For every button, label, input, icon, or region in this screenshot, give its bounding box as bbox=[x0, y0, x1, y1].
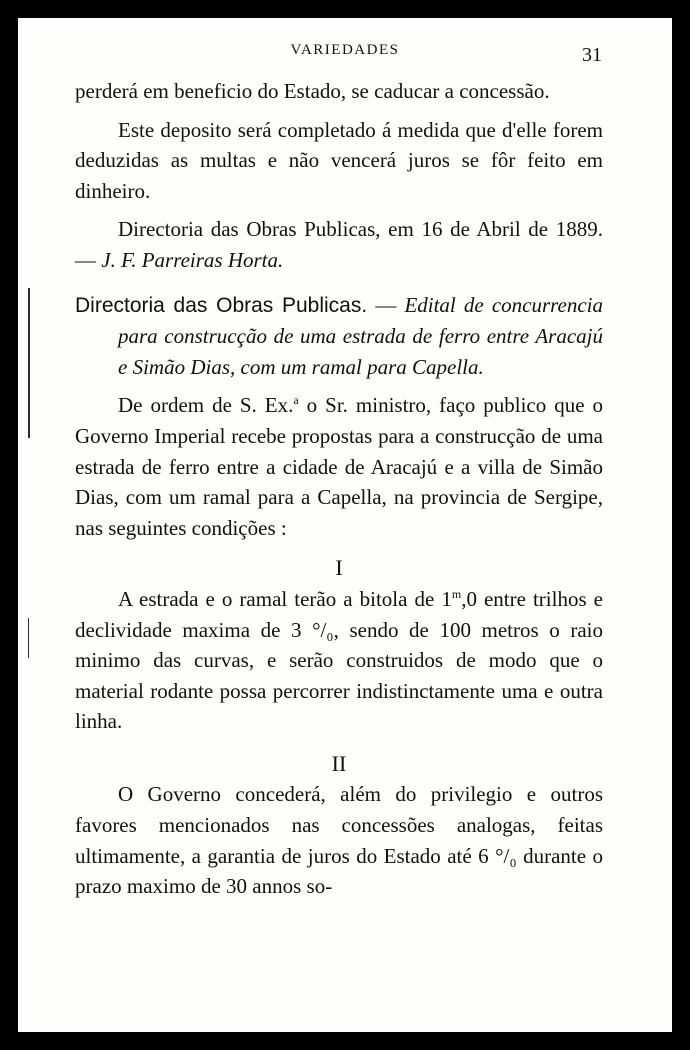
page-number: 31 bbox=[582, 44, 602, 66]
binding-shadow bbox=[28, 618, 29, 658]
superscript: a bbox=[293, 393, 299, 408]
edital-heading: Directoria das Obras Publicas. bbox=[75, 293, 368, 317]
running-head: VARIEDADES bbox=[290, 42, 400, 58]
paragraph-signature-line bbox=[75, 214, 603, 275]
edital-subtitle: Edital de concurrencia para construcção de uma estrada de ferro entre Aracajú e Simão Dias, com um ramal para Capella. bbox=[118, 292, 603, 379]
signature: J. F. Parreiras Horta. bbox=[101, 247, 284, 272]
paragraph-continuation: perderá em beneficio do Estado, se caducar a concessão. bbox=[75, 79, 550, 103]
date-line: Directoria das Obras Publicas, em 16 de Abril de 1889. — bbox=[75, 217, 603, 272]
edital-heading-block bbox=[75, 290, 603, 383]
section-number-1: I bbox=[335, 555, 343, 581]
page-header bbox=[18, 38, 672, 68]
body-text bbox=[75, 76, 603, 902]
section-1-text-a: A estrada e o ramal terão a bitola de 1 bbox=[118, 586, 452, 611]
superscript: m bbox=[451, 586, 462, 601]
paragraph-deposito: Este deposito será completado á medida que d'elle forem deduzidas as multas e não vencerá juros se fôr feito em dinheiro. bbox=[75, 117, 603, 203]
document-page bbox=[18, 18, 672, 1032]
section-1-text bbox=[75, 584, 603, 737]
edital-dash: — bbox=[367, 292, 405, 317]
section-2-text: O Governo concederá, além do privilegio e outros favores mencionados nas concessões analogas, feitas ultimamente, a garantia de juros do Estado até 6 °/₀ durante o prazo maximo de 30 annos so- bbox=[75, 782, 603, 899]
edital-intro-text: De ordem de S. Ex. bbox=[118, 393, 294, 418]
edital-intro bbox=[75, 390, 603, 543]
edital-intro-text-cont: o Sr. ministro, faço publico que o Governo Imperial recebe propostas para a construcção de uma estrada de ferro entre a cidade de Aracajú e a villa de Simão Dias, com um ramal para a Capella, na provincia de Sergipe, nas seguintes condições : bbox=[75, 393, 603, 540]
section-1-text-b: ,0 entre trilhos e declividade maxima de 3 °/₀, sendo de 100 metros o raio minimo das curvas, e serão construidos de modo que o material rodante possa percorrer indistinctamente uma e outra linha. bbox=[75, 586, 603, 734]
binding-shadow bbox=[28, 288, 30, 438]
section-number-2: II bbox=[331, 750, 347, 776]
